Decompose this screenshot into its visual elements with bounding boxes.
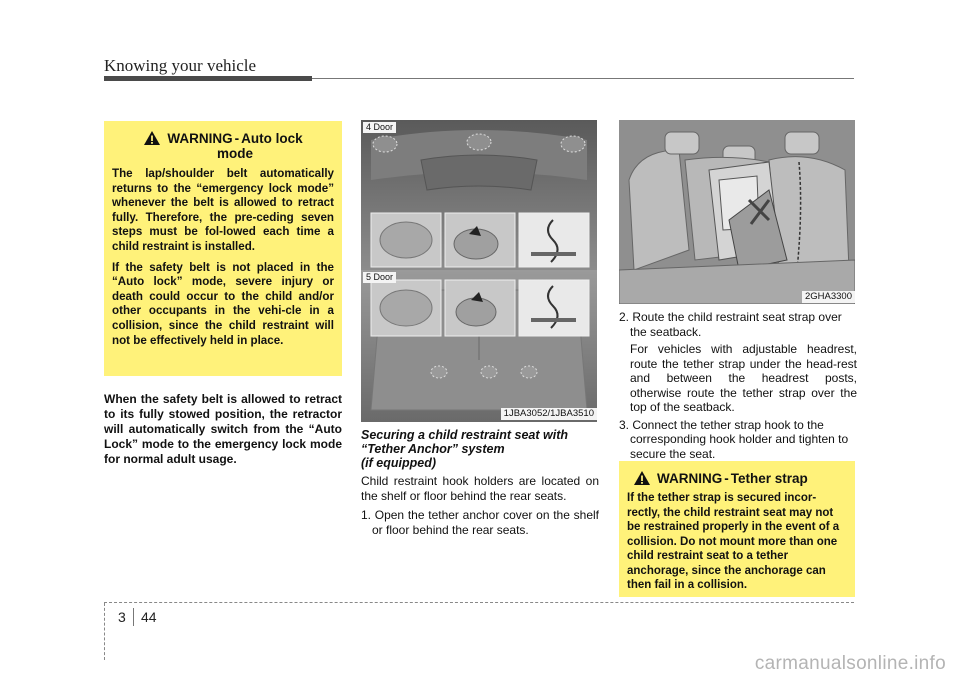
warning-tether-title-rest: Tether strap: [730, 471, 808, 486]
inset-row-4door: [371, 213, 589, 267]
step-2: 2. Route the child restraint seat strap over the seatback.: [619, 310, 842, 339]
child-seat-figure: [619, 120, 855, 304]
section-heading-line2: “Tether Anchor” system: [361, 442, 505, 456]
step-3: 3. Connect the tether strap hook to the corresponding hook holder and tighten to secure the seat.: [619, 417, 849, 461]
page-number: 44: [141, 609, 157, 625]
tether-anchor-figure: [361, 120, 597, 422]
child-seat-illustration: [619, 120, 855, 304]
figure-tag-4-door: 4 Door: [363, 122, 396, 133]
section-heading-line1: Securing a child restraint seat with: [361, 428, 569, 442]
footer-vertical-rule: [104, 603, 105, 660]
step-1: 1. Open the tether anchor cover on the shelf or floor behind the rear seats.: [361, 508, 599, 537]
warning-triangle-icon: [143, 130, 161, 146]
footer-rule: [104, 602, 854, 603]
warning-word: WARNING: [167, 131, 233, 146]
right-column-text: [619, 310, 857, 464]
middle-column-text: [361, 474, 599, 542]
section-heading-line3: (if equipped): [361, 456, 436, 470]
warning-auto-lock-para1: The lap/shoulder belt automatically returns to the “emergency lock mode” whenever the belt is allowed to retract fully. Therefore, the pre-ceding seven steps must be fol-lowed each time a child restraint is installed.: [112, 167, 334, 253]
warning-triangle-icon: [633, 470, 651, 486]
figure-right-code: 2GHA3300: [802, 291, 855, 303]
page-number-separator: [133, 608, 134, 626]
warning-title-line1: Auto lock: [241, 131, 303, 146]
inset-row-5door: [371, 280, 589, 336]
warning-auto-lock-title: [112, 131, 334, 161]
warning-tether-box: [619, 461, 855, 597]
warning-dash: -: [234, 131, 240, 146]
step-2-note: For vehicles with adjustable headrest, route the tether strap under the head-rest and between the headrest posts, otherwise route the tether strap over the top of the seatback.: [630, 342, 857, 414]
page-header-title: Knowing your vehicle: [104, 56, 257, 75]
warning-auto-lock-para2: If the safety belt is not placed in the “Auto lock” mode, severe injury or death could occur to the child and/or other occupants in the vehi-cle in a collision, since the child restraint will not be effectively held in place.: [112, 260, 334, 347]
warning-title-line2: mode: [216, 146, 253, 161]
watermark: carmanualsonline.info: [754, 653, 946, 674]
figure-tag-5-door: 5 Door: [363, 272, 396, 283]
cargo-area-illustration: [361, 120, 597, 422]
section-heading: [361, 428, 599, 470]
warning-tether-title: [627, 471, 847, 486]
header-rule: [312, 78, 854, 79]
warning-auto-lock-box: [104, 121, 342, 376]
auto-lock-switch-paragraph: When the safety belt is allowed to retract to its fully stowed position, the retractor will automatically switch from the “Auto Lock” mode to the emergency lock mode for normal adult usage.: [104, 392, 342, 466]
warning-tether-para: If the tether strap is secured incor-rectly, the child restraint seat may not be restrained properly in the event of a collision. Do not mount more than one child restraint seat to a tether anchorage, since the anchorage can then fail in a collision.: [627, 492, 840, 591]
header-bar: [104, 76, 312, 81]
figure-left-code: 1JBA3052/1JBA3510: [501, 408, 597, 420]
warning-word: WARNING: [657, 471, 723, 486]
chapter-number: 3: [118, 609, 126, 625]
section-intro: Child restraint hook holders are located on the shelf or floor behind the rear seats.: [361, 474, 599, 503]
warning-dash: -: [724, 471, 729, 486]
